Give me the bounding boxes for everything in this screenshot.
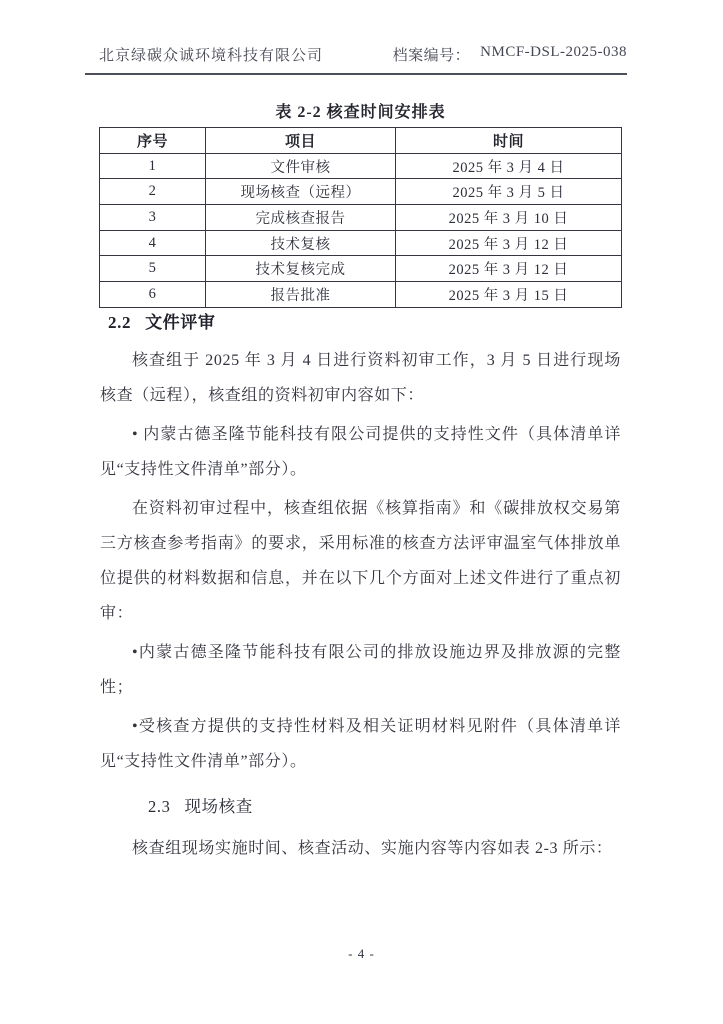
cell-item: 文件审核 [206, 153, 396, 179]
section-heading-2-3 [148, 795, 621, 819]
cell-seq: 3 [100, 205, 206, 231]
col-header-seq: 序号 [100, 128, 206, 154]
page-number: - 4 - [348, 946, 375, 961]
cell-time: 2025 年 3 月 5 日 [396, 179, 622, 205]
cell-item: 现场核查（远程） [206, 179, 396, 205]
section-number: 2.3 [148, 797, 171, 816]
verification-schedule-table [99, 127, 622, 308]
table-header-row [100, 128, 622, 154]
col-header-item: 项目 [206, 128, 396, 154]
cell-item: 技术复核 [206, 230, 396, 256]
bullet-paragraph: •内蒙古德圣隆节能科技有限公司的排放设施边界及排放源的完整性； [100, 644, 621, 696]
page-header [85, 44, 627, 75]
cell-seq: 6 [100, 282, 206, 308]
cell-time: 2025 年 3 月 12 日 [396, 256, 622, 282]
cell-seq: 4 [100, 230, 206, 256]
table-row [100, 256, 622, 282]
document-body [100, 311, 621, 870]
header-company-name: 北京绿碳众诚环境科技有限公司 [99, 48, 324, 64]
table-row [100, 282, 622, 308]
section-title: 文件评审 [145, 313, 216, 332]
section-title: 现场核查 [184, 797, 253, 816]
table-row [100, 179, 622, 205]
cell-time: 2025 年 3 月 4 日 [396, 153, 622, 179]
bullet-paragraph: •受核查方提供的支持性材料及相关证明材料见附件（具体清单详见“支持性文件清单”部分）。 [100, 718, 621, 770]
table-caption: 表 2-2 核查时间安排表 [275, 104, 446, 121]
cell-item: 完成核查报告 [206, 205, 396, 231]
table-row [100, 230, 622, 256]
paragraph: 在资料初审过程中，核查组依据《核算指南》和《碳排放权交易第三方核查参考指南》的要求，采用标准的核查方法评审温室气体排放单位提供的材料数据和信息，并在以下几个方面对上述文件进行了重点初审： [100, 500, 621, 622]
archive-label: 档案编号： [392, 48, 471, 64]
cell-time: 2025 年 3 月 12 日 [396, 230, 622, 256]
section-heading-2-2 [108, 311, 621, 335]
table-row [100, 153, 622, 179]
table-row [100, 205, 622, 231]
header-archive-number [393, 44, 627, 65]
archive-value: NMCF-DSL-2025-038 [480, 44, 627, 60]
cell-item: 技术复核完成 [206, 256, 396, 282]
paragraph: 核查组于 2025 年 3 月 4 日进行资料初审工作，3 月 5 日进行现场核查（远程），核查组的资料初审内容如下： [100, 352, 621, 404]
cell-time: 2025 年 3 月 10 日 [396, 205, 622, 231]
cell-seq: 5 [100, 256, 206, 282]
cell-seq: 2 [100, 179, 206, 205]
col-header-time: 时间 [396, 128, 622, 154]
cell-seq: 1 [100, 153, 206, 179]
paragraph: 核查组现场实施时间、核查活动、实施内容等内容如表 2-3 所示： [132, 840, 613, 857]
cell-time: 2025 年 3 月 15 日 [396, 282, 622, 308]
section-number: 2.2 [108, 313, 132, 332]
cell-item: 报告批准 [206, 282, 396, 308]
bullet-paragraph: • 内蒙古德圣隆节能科技有限公司提供的支持性文件（具体清单详见“支持性文件清单”部分）。 [100, 426, 621, 478]
